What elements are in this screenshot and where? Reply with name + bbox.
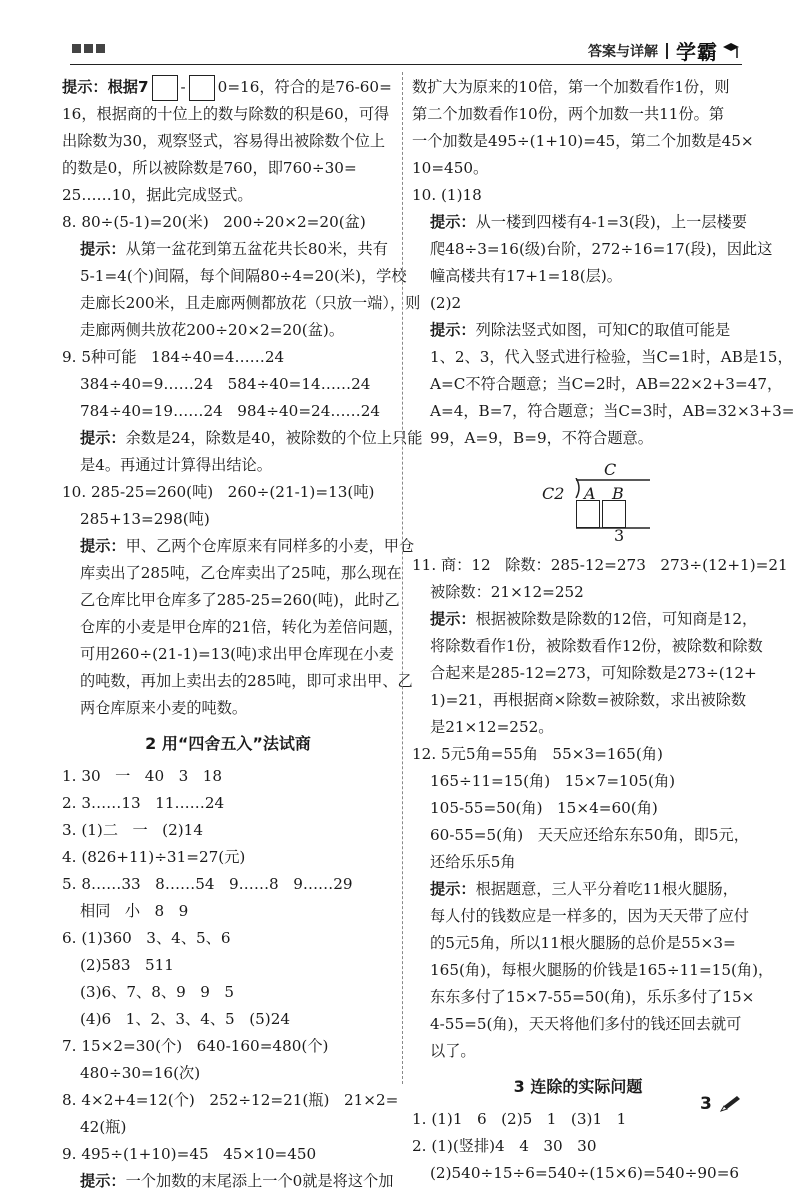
left-line: (3)6、7、8、9 9 5 — [80, 983, 235, 1001]
header-separator — [666, 43, 668, 59]
left-line: 提示：甲、乙两个仓库原来有同样多的小麦，甲仓 — [80, 537, 415, 555]
header-rule — [70, 64, 742, 65]
left-line: 3. (1)二 一 (2)14 — [62, 821, 204, 839]
left-line: 两仓库原来小麦的吨数。 — [80, 699, 248, 717]
left-line: 提示：一个加数的末尾添上一个0就是将这个加 — [80, 1172, 394, 1190]
left-line: 4. (826+11)÷31=27(元) — [62, 848, 246, 866]
right-line: 11. 商：12 除数：285-12=273 273÷(12+1)=21 — [412, 556, 788, 574]
left-line: 6. (1)360 3、4、5、6 — [62, 929, 231, 947]
header-right — [588, 36, 740, 65]
left-line: 9. 495÷(1+10)=45 45×10=450 — [62, 1145, 317, 1163]
right-line: 将除数看作1份，被除数看作12份，被除数和除数 — [430, 637, 763, 655]
right-line: A=4，B=7，符合题意；当C=3时，AB=32×3+3= — [430, 402, 795, 420]
right-line: 105-55=50(角) 15×4=60(角) — [430, 799, 658, 817]
right-line: 是21×12=252。 — [430, 718, 554, 736]
right-line: 幢高楼共有17+1=18(层)。 — [430, 267, 622, 285]
right-line: 提示：根据被除数是除数的12倍，可知商是12， — [430, 610, 758, 628]
header-squares — [72, 44, 105, 53]
blank-box — [189, 75, 215, 101]
left-line: 7. 15×2=30(个) 640-160=480(个) — [62, 1037, 329, 1055]
page-header — [0, 0, 800, 70]
right-line: 2. (1)(竖排)4 4 30 30 — [412, 1137, 597, 1155]
left-line: 480÷30=16(次) — [80, 1064, 201, 1082]
left-line: 仓库的小麦是甲仓库的21倍，转化为差倍问题， — [80, 618, 404, 636]
left-line: 9. 5种可能 184÷40=4……24 — [62, 348, 285, 366]
series-title: 答案与详解 — [588, 43, 658, 60]
column-divider — [402, 72, 403, 1084]
right-line: 4-55=5(角)，天天将他们多付的钱还回去就可 — [430, 1015, 742, 1033]
left-line: 提示：从第一盆花到第五盆花共长80米，共有 — [80, 240, 388, 258]
right-line: 1. (1)1 6 (2)5 1 (3)1 1 — [412, 1110, 627, 1128]
right-line: 1)=21，再根据商×除数=被除数，求出被除数 — [430, 691, 747, 709]
diagram-box-1 — [576, 500, 600, 528]
left-line: 乙仓库比甲仓库多了285-25=260(吨)，此时乙 — [80, 591, 400, 609]
left-line: 784÷40=19……24 984÷40=24……24 — [80, 402, 381, 420]
right-line: 提示：列除法竖式如图，可知C的取值可能是 — [430, 321, 731, 339]
brand-logo: 学霸 — [676, 40, 718, 64]
right-line: 99，A=9，B=9，不符合题意。 — [430, 429, 653, 447]
left-line: 42(瓶) — [80, 1118, 127, 1136]
right-line: 提示：根据题意，三人平分着吃11根火腿肠， — [430, 880, 738, 898]
right-line: 每人付的钱数应是一样多的，因为天天带了应付 — [430, 907, 749, 925]
left-line: 是4。再通过计算得出结论。 — [80, 456, 272, 474]
right-line: 第二个加数看作10份，两个加数一共11份。第 — [412, 105, 725, 123]
section-title: 3 连除的实际问题 — [513, 1077, 643, 1096]
left-line: 10. 285-25=260(吨) 260÷(21-1)=13(吨) — [62, 483, 375, 501]
left-line: 5-1=4(个)间隔，每个间隔80÷4=20(米)，学校 — [80, 267, 407, 285]
left-line: 的吨数，再加上卖出去的285吨，即可求出甲、乙 — [80, 672, 413, 690]
right-line: (2)2 — [430, 294, 462, 312]
left-column — [62, 74, 423, 1195]
left-line: (2)583 511 — [80, 956, 174, 974]
diagram-divisor: C2 — [542, 484, 565, 503]
right-line: 数扩大为原来的10倍，第一个加数看作1份，则 — [412, 78, 730, 96]
section-title: 2 用“四舍五入”法试商 — [145, 734, 311, 753]
right-line: 以了。 — [430, 1042, 476, 1060]
left-line: 提示：余数是24，除数是40，被除数的个位上只能 — [80, 429, 423, 447]
right-line: 被除数：21×12=252 — [430, 583, 584, 601]
diagram-b: B — [612, 484, 624, 503]
diagram-remainder: 3 — [614, 526, 625, 545]
left-line: 1. 30 一 40 3 18 — [62, 767, 223, 785]
left-line: 8. 80÷(5-1)=20(米) 200÷20×2=20(盆) — [62, 213, 366, 231]
diagram-c: C — [604, 460, 617, 479]
left-line: 库卖出了285吨，乙仓库卖出了25吨，那么现在 — [80, 564, 402, 582]
left-line: 走廊长200米，且走廊两侧都放花（只放一端），则 — [80, 294, 421, 312]
left-line: 8. 4×2+4=12(个) 252÷12=21(瓶) 21×2= — [62, 1091, 399, 1109]
left-line: 25……10，据此完成竖式。 — [62, 186, 253, 204]
left-line: (4)6 1、2、3、4、5 (5)24 — [80, 1010, 291, 1028]
left-line: 可用260÷(21-1)=13(吨)求出甲仓库现在小麦 — [80, 645, 394, 663]
right-line: 10. (1)18 — [412, 186, 482, 204]
left-line: 提示：根据7 - 0=16，符合的是76-60= — [62, 74, 394, 101]
right-line: 的5元5角，所以11根火腿肠的总价是55×3= — [430, 934, 736, 952]
right-line: 165÷11=15(角) 15×7=105(角) — [430, 772, 676, 790]
right-line: 还给乐乐5角 — [430, 853, 516, 871]
right-line: 合起来是285-12=273，可知除数是273÷(12+ — [430, 664, 757, 682]
right-line: 提示：从一楼到四楼有4-1=3(段)，上一层楼要 — [430, 213, 747, 231]
right-line: A=C不符合题意；当C=2时，AB=22×2+3=47， — [430, 375, 783, 393]
diagram-a: A — [584, 484, 596, 503]
graduation-cap-icon — [722, 41, 740, 61]
right-line: 12. 5元5角=55角 55×3=165(角) — [412, 745, 663, 763]
right-line: 10=450。 — [412, 159, 489, 177]
pencil-icon — [718, 1094, 744, 1114]
page-number: 3 — [700, 1094, 712, 1114]
left-line: 的数是0，所以被除数是760，即760÷30= — [62, 159, 357, 177]
right-line: 东东多付了15×7-55=50(角)，乐乐多付了15× — [430, 988, 755, 1006]
left-line: 384÷40=9……24 584÷40=14……24 — [80, 375, 371, 393]
left-line: 走廊两侧共放花200÷20×2=20(盆)。 — [80, 321, 345, 339]
left-line: 5. 8……33 8……54 9……8 9……29 — [62, 875, 353, 893]
blank-box — [152, 75, 178, 101]
right-line: 60-55=5(角) 天天应还给东东50角，即5元， — [430, 826, 749, 844]
right-column — [412, 74, 795, 1187]
division-diagram — [412, 456, 744, 548]
right-line: 爬48÷3=16(级)台阶，272÷16=17(段)，因此这 — [430, 240, 773, 258]
left-line: 出除数为30，观察竖式，容易得出被除数个位上 — [62, 132, 386, 150]
left-line: 2. 3……13 11……24 — [62, 794, 225, 812]
right-line: 1、2、3，代入竖式进行检验，当C=1时，AB是15， — [430, 348, 793, 366]
right-line: 165(角)，每根火腿肠的价钱是165÷11=15(角)， — [430, 961, 774, 979]
left-line: 相同 小 8 9 — [80, 902, 189, 920]
right-line: (2)540÷15÷6=540÷(15×6)=540÷90=6 — [430, 1164, 740, 1182]
right-line: 一个加数是495÷(1+10)=45，第二个加数是45× — [412, 132, 754, 150]
left-line: 285+13=298(吨) — [80, 510, 210, 528]
left-line: 16，根据商的十位上的数与除数的积是60，可得 — [62, 105, 390, 123]
